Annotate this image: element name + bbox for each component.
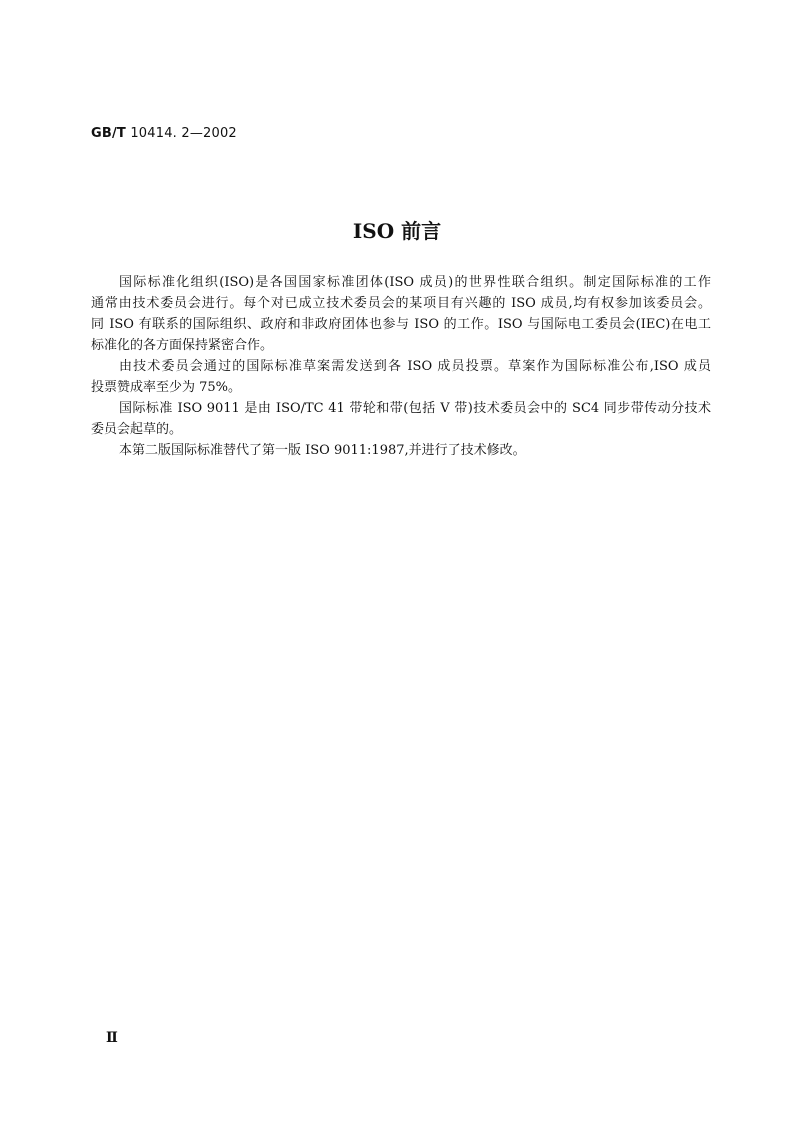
paragraph-line: 本第二版国际标准替代了第一版 ISO 9011:1987,并进行了技术修改。 (119, 443, 526, 458)
page-title: ISO 前言 (352, 219, 442, 243)
paragraph-1 (91, 272, 711, 356)
paragraph-line: 同 ISO 有联系的国际组织、政府和非政府团体也参与 ISO 的工作。ISO 与国际电工委员会(IEC)在电工 (91, 317, 711, 332)
document-code (91, 126, 237, 141)
paragraph-line: 标准化的各方面保持紧密合作。 (91, 338, 274, 353)
paragraph-4 (91, 440, 711, 461)
paragraph-line: 由技术委员会通过的国际标准草案需发送到各 ISO 成员投票。草案作为国际标准公布,ISO 成员 (119, 359, 711, 374)
paragraph-line: 国际标准化组织(ISO)是各国国家标准团体(ISO 成员)的世界性联合组织。制定国际标准的工作 (119, 275, 711, 290)
foreword-body (91, 272, 711, 461)
document-code-number: 10414. 2—2002 (126, 126, 237, 141)
paragraph-line: 通常由技术委员会进行。每个对已成立技术委员会的某项目有兴趣的 ISO 成员,均有权参加该委员会。 (91, 296, 711, 311)
paragraph-line: 国际标准 ISO 9011 是由 ISO/TC 41 带轮和带(包括 V 带)技术委员会中的 SC4 同步带传动分技术 (119, 401, 711, 416)
paragraph-line: 投票赞成率至少为 75%。 (91, 380, 242, 395)
paragraph-line: 委员会起草的。 (91, 422, 183, 437)
page-number: Ⅱ (106, 1030, 118, 1046)
paragraph-3 (91, 398, 711, 440)
document-code-prefix: GB/T (91, 126, 126, 141)
paragraph-2 (91, 356, 711, 398)
